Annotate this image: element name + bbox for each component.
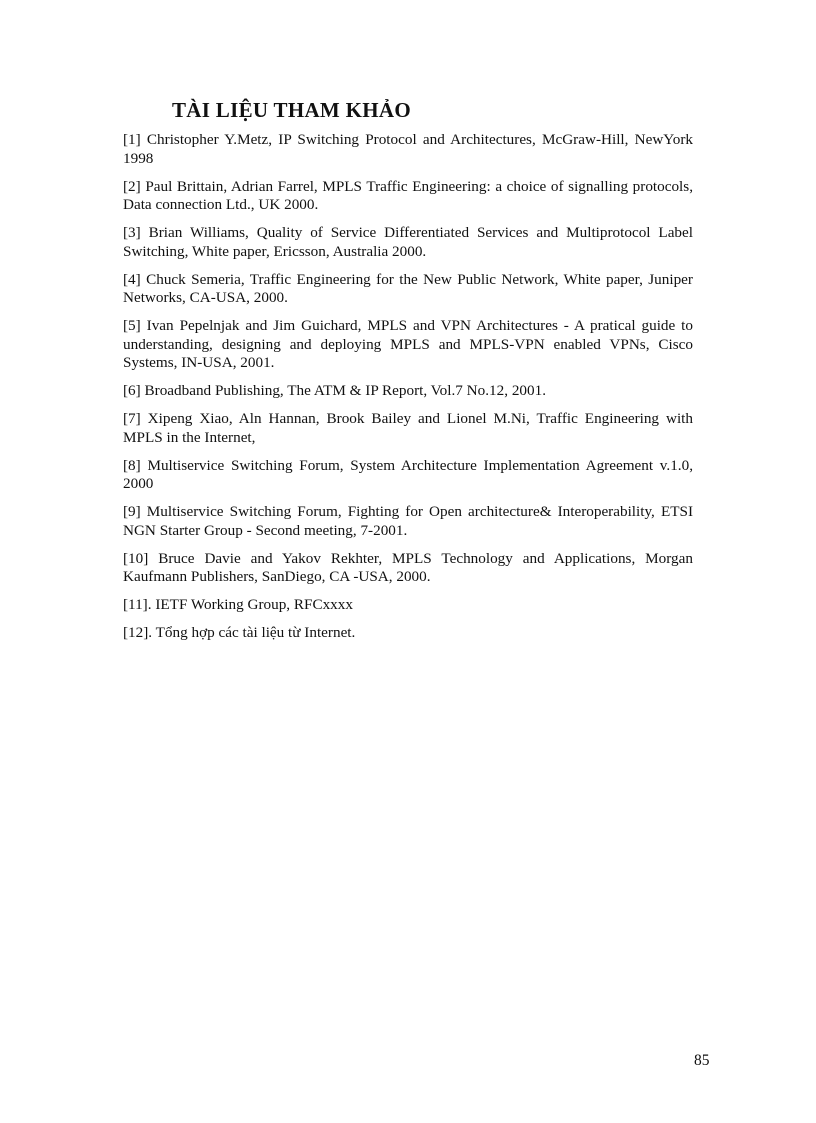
reference-item: [1] Christopher Y.Metz, IP Switching Protocol and Architectures, McGraw-Hill, NewYork 1998	[123, 131, 693, 167]
reference-item: [9] Multiservice Switching Forum, Fighting for Open architecture& Interoperability, ETSI NGN Starter Group - Second meeting, 7-2001.	[123, 503, 693, 539]
page-number: 85	[694, 1052, 710, 1069]
page-title: TÀI LIỆU THAM KHẢO	[172, 98, 411, 122]
reference-item: [12]. Tổng hợp các tài liệu từ Internet.	[123, 624, 356, 641]
reference-item: [10] Bruce Davie and Yakov Rekhter, MPLS Technology and Applications, Morgan Kaufmann Publishers, SanDiego, CA -USA, 2000.	[123, 549, 693, 585]
reference-item: [5] Ivan Pepelnjak and Jim Guichard, MPLS and VPN Architectures - A pratical guide to understanding, designing and deploying MPLS and MPLS-VPN enabled VPNs, Cisco Systems, IN-USA, 2001.	[123, 317, 693, 371]
reference-item: [3] Brian Williams, Quality of Service Differentiated Services and Multiprotocol Label Switching, White paper, Ericsson, Australia 2000.	[123, 224, 693, 260]
reference-item: [4] Chuck Semeria, Traffic Engineering for the New Public Network, White paper, Juniper Networks, CA-USA, 2000.	[123, 270, 693, 306]
reference-item: [8] Multiservice Switching Forum, System Architecture Implementation Agreement v.1.0, 2000	[123, 456, 693, 492]
reference-list	[123, 131, 693, 652]
reference-item: [2] Paul Brittain, Adrian Farrel, MPLS Traffic Engineering: a choice of signalling protocols, Data connection Ltd., UK 2000.	[123, 177, 693, 213]
reference-item: [11]. IETF Working Group, RFCxxxx	[123, 596, 353, 613]
reference-item: [6] Broadband Publishing, The ATM & IP Report, Vol.7 No.12, 2001.	[123, 382, 546, 399]
reference-item: [7] Xipeng Xiao, Aln Hannan, Brook Bailey and Lionel M.Ni, Traffic Engineering with MPLS in the Internet,	[123, 410, 693, 446]
